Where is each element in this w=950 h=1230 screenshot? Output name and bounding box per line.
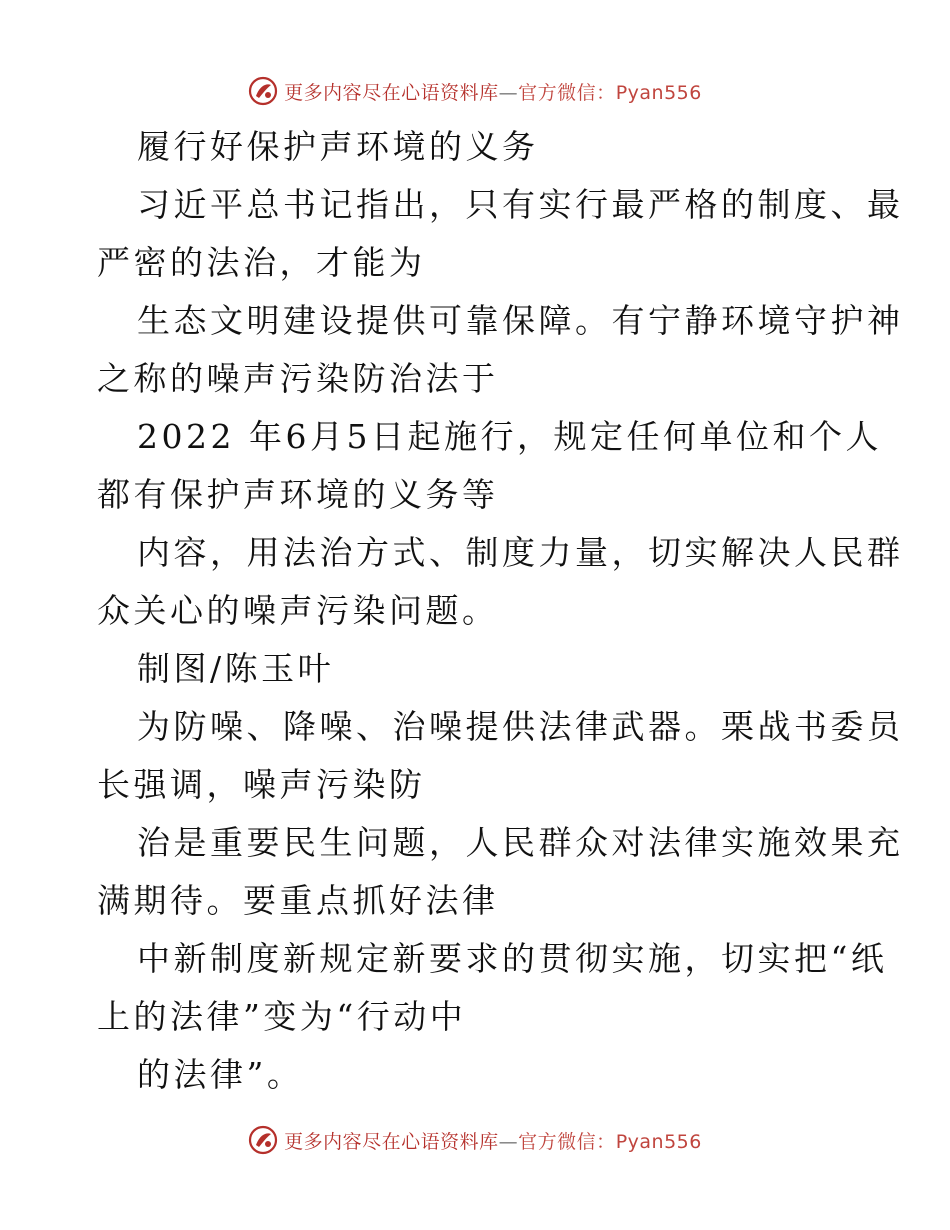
footer-banner	[0, 1120, 950, 1160]
text-line: 治是重要民生问题，人民群众对法律实施效果充	[137, 823, 904, 862]
banner-text	[284, 78, 702, 105]
banner-main: 更多内容尽在心语资料库	[284, 81, 499, 104]
banner-separator: —	[498, 81, 519, 104]
header-banner	[0, 71, 950, 111]
banner-wechat-id: Pyan556	[615, 1130, 702, 1153]
banner-wechat-id: Pyan556	[615, 81, 702, 104]
banner-separator: —	[498, 1130, 519, 1153]
banner-wechat-label: 官方微信：	[518, 1130, 616, 1153]
text-line: 众关心的噪声污染问题。	[97, 591, 499, 630]
banner-text	[284, 1127, 702, 1154]
banner-main: 更多内容尽在心语资料库	[284, 1130, 499, 1153]
text-line: 习近平总书记指出，只有实行最严格的制度、最	[137, 185, 904, 224]
text-line: 严密的法治，才能为	[97, 243, 426, 282]
text-line: 的法律”。	[137, 1055, 304, 1094]
text-line: 为防噪、降噪、治噪提供法律武器。栗战书委员	[137, 707, 904, 746]
text-line: 履行好保护声环境的义务	[137, 127, 539, 166]
text-line: 生态文明建设提供可靠保障。有宁静环境守护神	[137, 301, 904, 340]
text-line: 之称的噪声污染防治法于	[97, 359, 499, 398]
text-line: 满期待。要重点抓好法律	[97, 881, 499, 920]
brand-logo-icon	[248, 1125, 278, 1155]
text-line: 都有保护声环境的义务等	[97, 475, 499, 514]
text-line: 长强调，噪声污染防	[97, 765, 426, 804]
text-line: 2022 年6月5日起施行，规定任何单位和个人	[137, 417, 882, 456]
text-line: 内容，用法治方式、制度力量，切实解决人民群	[137, 533, 904, 572]
banner-wechat-label: 官方微信：	[518, 81, 616, 104]
text-line: 制图/陈玉叶	[137, 649, 335, 688]
text-line: 上的法律”变为“行动中	[97, 997, 467, 1036]
brand-logo-icon	[248, 76, 278, 106]
document-body	[97, 118, 904, 1104]
text-line: 中新制度新规定新要求的贯彻实施，切实把“纸	[137, 939, 888, 978]
